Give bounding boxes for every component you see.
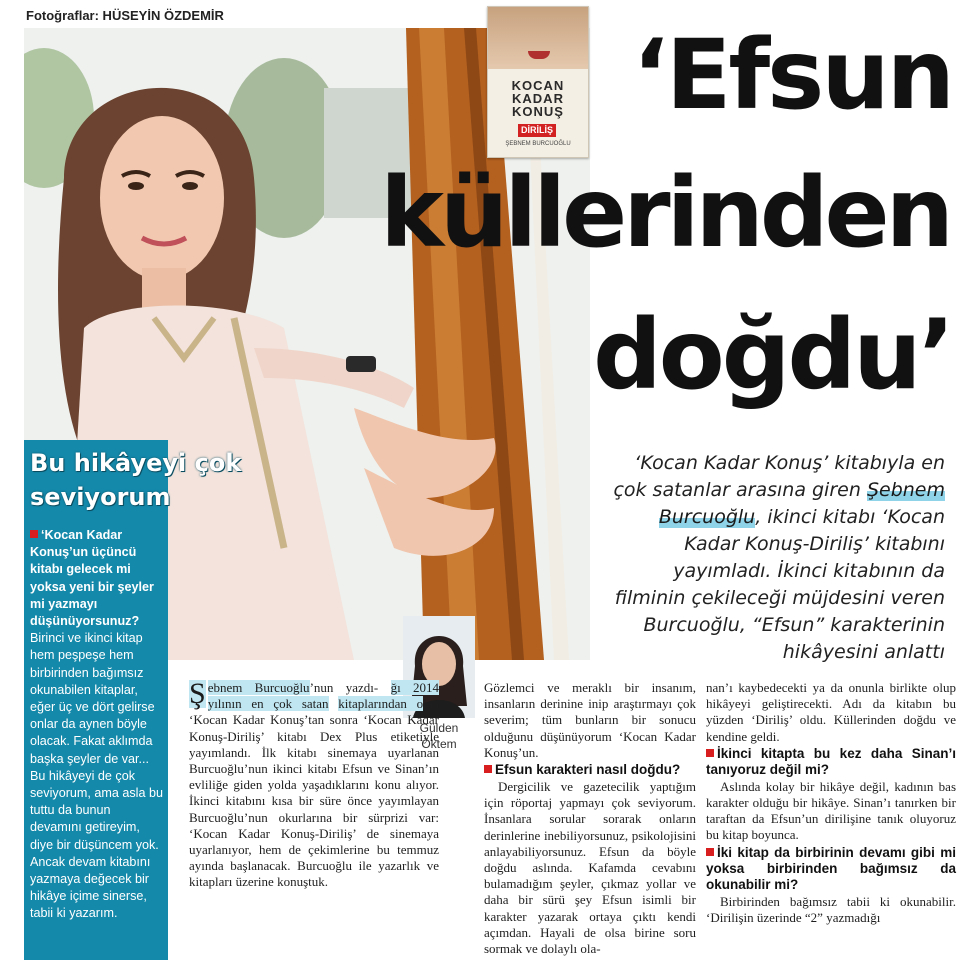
article-column-3 bbox=[706, 680, 956, 926]
subheading-text: İkinci kitapta bu kez daha Sinan’ı tanıyoruz değil mi? bbox=[706, 745, 956, 777]
subheading-text: Efsun karakteri nasıl doğdu? bbox=[495, 762, 681, 778]
photo-credit: Fotoğraflar: HÜSEYİN ÖZDEMİR bbox=[26, 8, 224, 23]
bullet-square-icon bbox=[706, 749, 714, 757]
intro-author-name: Şebnem Burcuoğlu bbox=[658, 479, 945, 528]
subheading-question bbox=[706, 746, 956, 778]
subheading-text: İki kitap da birbirinin devamı gibi mi yoksa birbirinden bağımsız da okunabilir mi? bbox=[706, 844, 956, 892]
bullet-square-icon bbox=[30, 530, 38, 538]
body-paragraph: Dergicilik ve gazetecilik yaptığım için röportaj yapmayı çok seviyorum. İnsanlara sorular sorarak onların derinlerine inebiliyorsunuz, psikolojisini anlayabiliyorsunuz. Efsun da böyle doğdu aslında. Kafamda cevabını bulamadığım şeyler, çıkmaz yollar ve daha bir sürü şey Efsun isimli bir karakter yazarak ortaya çıktı kendi açımdan. Hayali de olsa birine soru sormak ve dolaylı ola- bbox=[484, 779, 696, 957]
book-subtitle-tag: DİRİLİŞ bbox=[518, 124, 556, 137]
book-author: ŞEBNEM BURCUOĞLU bbox=[505, 141, 571, 147]
sidebar-answer: Birinci ve ikinci kitap hem peşpeşe hem birbirinden bağımsız okunabilen kitaplar, eğer üç ve dört gelirse onlar da aynen böyle olacak. Fakat aklımda başka şeyler de var... Bu hikâyeyi de çok seviyorum, ama asla bu tuttu da bunun devamını getireyim, diye bir düşüncem yok. Ancak devam kitabını yazmaya değecek bir hikâye içime sinerse, tabii ki yazarım. bbox=[30, 631, 163, 921]
lead-highlight: ğı 2014 yılının en çok satan bbox=[207, 680, 440, 712]
body-paragraph: Gözlemci ve meraklı bir insanım, insanların derinine inip araştırmayı çok severim; tüm bunların bir sonucu olduğunu düşünüyorum ‘Kocan Kadar Konuş’un. bbox=[484, 680, 696, 760]
book-cover bbox=[487, 6, 589, 158]
subheading-question bbox=[484, 762, 696, 778]
headline-line-3: doğdu’ bbox=[593, 299, 952, 411]
lead-highlight: ebnem Burcuoğlu bbox=[207, 680, 310, 695]
body-paragraph: Aslında kolay bir hikâye değil, kadının bas karakter olduğu bir hikâye. Sinan’ı tanırken bir taraftan da Efsun’un dirilişine tanık oluyoruz bu kitap boyunca. bbox=[706, 778, 956, 843]
body-paragraph: nan’ı kaybedecekti ya da onunla birlikte olup hikâyeyi geliştirecekti. Adı da kitabın bu yüzden ‘Diriliş’ oldu. Küllerinden doğdu ve kendine geldi. bbox=[706, 680, 956, 744]
body-paragraph: Birbirinden bağımsız tabii ki okunabilir. ‘Dirilişin üzerinde “2” yazmadığı bbox=[706, 893, 956, 925]
drop-cap: Ş bbox=[189, 677, 206, 710]
sidebar-title: Bu hikâyeyi çok seviyorum bbox=[30, 449, 242, 511]
body-text: Kadar Konuş’tan sonra ‘Kocan Kadar Konuş-Diriliş’ kitabı Dex Plus etiketiyle yayımlandı. İlk kitabı sinemaya uyarlanan Burcuoğlu’nun ikinci kitabı Efsun ve Sinan’ın evliliğe giden yolda yaşadıklarını konu alıyor. İkinci kitabını kısa bir süre önce yayımlayan Burcuoğlu’nun okurlarına bir sürprizi var: ‘Kocan Kadar Konuş-Diriliş’ de sinemaya uyarlanıyor, hem de çekimlerine bu temmuz ayında başlanacak. Burcuoğlu ile yazarlık ve kitapları üzerine konuştuk. bbox=[189, 712, 439, 890]
headline-line-2: küllerinden bbox=[380, 157, 950, 269]
sidebar-question: ‘Kocan Kadar Konuş’un üçüncü kitabı gelecek mi yoksa yeni bir şeyler mi yazmayı düşünüyorsunuz? bbox=[30, 528, 154, 629]
book-title-line: KADAR bbox=[512, 91, 564, 106]
article-column-2 bbox=[484, 680, 696, 957]
subheading-question bbox=[706, 845, 956, 893]
book-title-line: KONUŞ bbox=[512, 104, 564, 119]
headline-line-1: ‘Efsun bbox=[632, 19, 952, 131]
intro-text: , ikinci kitabı ‘Kocan Kadar Konuş-Diriliş’ kitabını yayımladı. İkinci kitabının da filminin çekileceği müjdesini veren Burcuoğlu, “Efsun” karakterinin hikâyesini anlattı bbox=[614, 506, 945, 663]
bullet-square-icon bbox=[706, 848, 714, 856]
lead-text: lan ‘Kocan bbox=[189, 696, 439, 728]
book-title bbox=[496, 79, 580, 118]
lead-text: ’nun yazdı- bbox=[309, 680, 379, 695]
bullet-square-icon bbox=[484, 765, 492, 773]
lead-highlight: kitaplarından o bbox=[338, 696, 424, 712]
article-column-1 bbox=[189, 677, 440, 891]
book-cover-photo bbox=[488, 7, 588, 69]
book-title-line: KOCAN bbox=[511, 78, 565, 93]
intro-deck bbox=[600, 450, 945, 666]
sidebar-text bbox=[30, 527, 164, 923]
intro-text: ‘Kocan Kadar Konuş’ kitabıyla en çok satanlar arasına giren bbox=[613, 452, 945, 501]
author-last-name: Öktem bbox=[421, 737, 457, 751]
author-first-name: Gülden bbox=[419, 721, 459, 735]
